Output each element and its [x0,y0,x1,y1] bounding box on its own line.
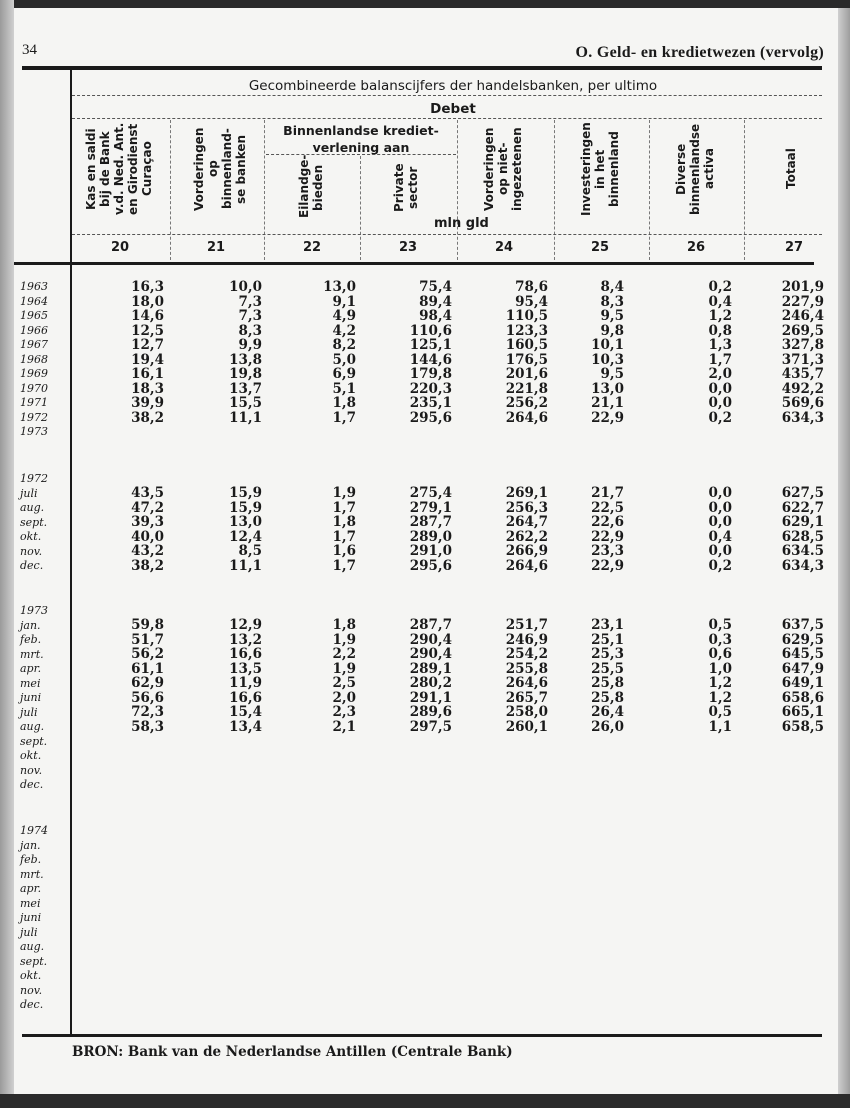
table-cell: 2,5 [332,675,356,691]
table-cell: 38,2 [131,409,164,426]
table-cell: 21,7 [591,485,624,501]
table-cell: 10,0 [229,279,262,295]
table-cell: 0,4 [708,293,732,310]
table-cell: 16,3 [131,279,164,295]
row-label: okt. [20,969,42,982]
table-cell: 634.5 [781,543,824,559]
scan-left-edge [0,0,14,1108]
table-cell: 227,9 [781,293,824,310]
col-divider [744,120,745,260]
row-label: apr. [20,662,42,675]
colno-rule [72,234,822,235]
table-cell: 40,0 [131,528,164,545]
table-cell: 9,1 [332,293,356,310]
row-label: 1966 [20,323,48,337]
table-cell: 7,3 [238,293,262,310]
table-cell: 2,2 [332,646,356,662]
table-cell: 264,6 [505,409,548,426]
table-cell: 13,4 [229,718,262,735]
row-label: sept. [20,734,48,748]
row-label: 1969 [20,367,48,380]
table-cell: 15,9 [229,499,262,516]
table-cell: 11,9 [229,675,262,691]
table-cell: 235,1 [409,395,452,411]
table-cell: 255,8 [505,660,548,677]
table-cell: 0,0 [708,543,732,559]
table-cell: 628,5 [781,528,824,545]
table-cell: 25,3 [591,646,624,662]
table-cell: 287,7 [409,617,452,633]
table-cell: 160,5 [505,337,548,353]
table-cell: 569,6 [781,395,824,411]
table-cell: 9,5 [600,366,624,382]
annual-row-labels [20,280,48,440]
table-cell: 61,1 [131,660,164,677]
table-cell: 371,3 [781,351,824,368]
y1974-row-labels [20,824,48,1013]
row-label: nov. [20,983,43,997]
scan-bottom-edge [0,1094,850,1108]
table-cell: 1,2 [708,308,732,324]
page-number: 34 [22,42,37,58]
table-cell: 0,0 [708,499,732,516]
table-cell: 58,3 [131,718,164,735]
table-cell: 2,0 [708,366,732,382]
table-cell: 13,5 [229,660,262,677]
table-cell: 295,6 [409,409,452,426]
table-cell: 265,7 [505,689,548,706]
table-cell: 16,6 [229,646,262,662]
table-cell: 39,3 [131,514,164,530]
row-label: nov. [20,544,43,558]
table-cell: 0,8 [708,322,732,339]
table-cell: 665,1 [781,704,824,720]
document-page [14,8,838,1094]
table-cell: 295,6 [409,557,452,574]
row-label: nov. [20,763,43,777]
table-cell: 12,9 [229,617,262,633]
table-cell: 290,4 [409,646,452,662]
table-cell: 110,5 [505,308,548,324]
table-cell: 25,1 [591,631,624,648]
table-cell: 0,6 [708,646,732,662]
table-cell: 56,6 [131,689,164,706]
table-cell: 22,9 [591,557,624,574]
table-cell: 98,4 [419,308,452,324]
col-divider [554,120,555,260]
table-cell: 13,0 [591,380,624,397]
table-cell: 78,6 [515,279,548,295]
table-cell: 38,2 [131,557,164,574]
table-cell: 23,3 [591,543,624,559]
table-cell: 289,6 [409,704,452,720]
table-cell: 22,5 [591,499,624,516]
row-label: dec. [20,998,44,1011]
col-number: 22 [302,240,322,255]
table-cell: 258,0 [505,704,548,720]
table-cell: 22,9 [591,528,624,545]
table-cell: 1,9 [332,485,356,501]
table-cell: 0,3 [708,631,732,648]
table-cell: 622,7 [781,499,824,516]
table-cell: 110,6 [409,322,452,339]
table-cell: 256,2 [505,395,548,411]
section-title: O. Geld- en kredietwezen (vervolg) [575,44,824,61]
table-cell: 289,1 [409,660,452,677]
row-label: jan. [20,838,41,852]
table-cell: 1,2 [708,689,732,706]
unit-label: mln gld [434,216,489,231]
col-number: 23 [398,240,418,255]
table-cell: 0,2 [708,557,732,574]
source-note: BRON: Bank van de Nederlandse Antillen (Centrale Bank) [72,1044,513,1060]
row-label: juli [20,705,38,719]
table-cell: 435,7 [781,366,824,382]
table-cell: 14,6 [131,308,164,324]
row-label: 1973 [20,604,48,617]
table-cell: 629,5 [781,631,824,648]
col-number: 25 [590,240,610,255]
table-cell: 176,5 [505,351,548,368]
table-cell: 0,0 [708,485,732,501]
table-cell: 8,3 [600,293,624,310]
col-number: 27 [784,240,804,255]
table-cell: 264,6 [505,557,548,574]
row-label: 1968 [20,352,48,366]
col-header-24: Vorderingen op niet-ingezetenen [482,127,524,211]
table-cell: 264,6 [505,675,548,691]
col-divider [264,120,265,260]
table-cell: 1,0 [708,660,732,677]
table-cell: 39,9 [131,395,164,411]
row-label: feb. [20,633,42,646]
row-label: 1963 [20,280,48,293]
row-label: 1964 [20,294,48,308]
table-cell: 21,1 [591,395,624,411]
table-cell: 246,9 [505,631,548,648]
table-cell: 15,5 [229,395,262,411]
table-cell: 634,3 [781,557,824,574]
table-cell: 13,2 [229,631,262,648]
table-cell: 59,8 [131,617,164,633]
row-label: 1974 [20,824,48,837]
header-rule [72,118,822,119]
table-cell: 627,5 [781,485,824,501]
table-cell: 144,6 [409,351,452,368]
table-cell: 0,5 [708,617,732,633]
table-cell: 647,9 [781,660,824,677]
row-label: mei [20,896,41,910]
table-cell: 1,7 [332,409,356,426]
col-header-27: Totaal [784,148,798,190]
col-divider [170,120,171,260]
row-label: juni [20,691,42,704]
table-cell: 0,5 [708,704,732,720]
table-cell: 47,2 [131,499,164,516]
table-cell: 0,0 [708,514,732,530]
table-cell: 9,9 [238,337,262,353]
table-cell: 8,2 [332,337,356,353]
table-cell: 269,1 [505,485,548,501]
table-cell: 43,5 [131,485,164,501]
group-header-rule [266,154,456,155]
table-cell: 22,6 [591,514,624,530]
table-cell: 2,3 [332,704,356,720]
row-label: juli [20,925,38,939]
table-cell: 658,6 [781,689,824,706]
row-label: feb. [20,853,42,866]
label-column-divider [70,70,72,1036]
table-cell: 16,1 [131,366,164,382]
table-cell: 645,5 [781,646,824,662]
table-cell: 26,0 [591,718,624,735]
col-number: 20 [110,240,130,255]
table-cell: 125,1 [409,337,452,353]
table-cell: 22,9 [591,409,624,426]
col-header-22: Eilandge-bieden [297,154,325,218]
table-cell: 62,9 [131,675,164,691]
bottom-rule [22,1034,822,1037]
table-cell: 5,1 [332,380,356,397]
table-cell: 72,3 [131,704,164,720]
y1973-row-labels [20,604,48,793]
col-divider [649,120,650,260]
table-cell: 1,7 [332,528,356,545]
table-cell: 12,7 [131,337,164,353]
scan-top-edge [0,0,850,8]
row-label: jan. [20,618,41,632]
table-cell: 7,3 [238,308,262,324]
top-rule [22,66,822,70]
table-cell: 8,4 [600,279,624,295]
row-label: aug. [20,720,45,733]
table-cell: 201,9 [781,279,824,295]
debet-header: Debet [430,101,476,117]
col-number: 24 [494,240,514,255]
col-header-23: Private sector [392,163,420,213]
row-label: dec. [20,778,44,791]
table-cell: 658,5 [781,718,824,735]
table-cell: 649,1 [781,675,824,691]
table-cell: 291,0 [409,543,452,559]
table-cell: 6,9 [332,366,356,382]
table-cell: 56,2 [131,646,164,662]
table-cell: 0,2 [708,279,732,295]
table-cell: 0,0 [708,395,732,411]
table-cell: 23,1 [591,617,624,633]
table-cell: 251,7 [505,617,548,633]
table-cell: 4,9 [332,308,356,324]
table-cell: 19,8 [229,366,262,382]
col-number: 21 [206,240,226,255]
table-cell: 0,2 [708,409,732,426]
row-label: sept. [20,515,48,529]
row-label: 1967 [20,338,48,351]
col-header-21: Vorderingen op binnenland-se banken [192,127,248,211]
table-cell: 75,4 [419,279,452,295]
table-cell: 1,8 [332,617,356,633]
table-cell: 1,8 [332,395,356,411]
table-cell: 492,2 [781,380,824,397]
row-label: juni [20,911,42,924]
table-cell: 11,1 [229,557,262,574]
table-cell: 287,7 [409,514,452,530]
table-cell: 18,3 [131,380,164,397]
table-cell: 15,9 [229,485,262,501]
table-cell: 1,7 [332,557,356,574]
group-header-credit: Binnenlandse krediet-verlening aan [283,123,439,155]
table-cell: 1,7 [332,499,356,516]
row-label: okt. [20,530,42,543]
col-header-26: Diverse binnenlandse activa [674,123,716,215]
table-cell: 246,4 [781,308,824,324]
row-label: apr. [20,882,42,895]
table-cell: 13,0 [323,279,356,295]
table-cell: 51,7 [131,631,164,648]
row-label: 1965 [20,309,48,322]
col-header-25: Investeringen in het binnenland [579,122,621,216]
row-label: 1972 [20,472,48,485]
col-divider [360,156,361,260]
col-number: 26 [686,240,706,255]
table-cell: 16,6 [229,689,262,706]
table-cell: 13,0 [229,514,262,530]
table-cell: 25,8 [591,675,624,691]
table-cell: 43,2 [131,543,164,559]
table-cell: 89,4 [419,293,452,310]
col-divider [457,120,458,260]
col-header-20: Kas en saldi bij de Bank v.d. Ned. Ant. en Girodienst Curaçao [84,122,154,216]
table-cell: 266,9 [505,543,548,559]
table-cell: 262,2 [505,528,548,545]
scan-right-edge [838,8,850,1094]
table-cell: 264,7 [505,514,548,530]
row-label: mei [20,676,41,690]
table-cell: 4,2 [332,322,356,339]
table-cell: 256,3 [505,499,548,516]
row-label: 1972 [20,410,48,424]
table-cell: 1,7 [708,351,732,368]
row-label: 1971 [20,396,48,409]
y1972-row-labels [20,472,48,574]
table-cell: 12,5 [131,322,164,339]
table-cell: 13,8 [229,351,262,368]
table-cell: 10,3 [591,351,624,368]
table-cell: 289,0 [409,528,452,545]
table-cell: 0,4 [708,528,732,545]
table-cell: 12,4 [229,528,262,545]
table-cell: 179,8 [409,366,452,382]
header-bottom-rule [14,262,814,265]
table-cell: 9,8 [600,322,624,339]
row-label: aug. [20,940,45,953]
table-cell: 290,4 [409,631,452,648]
table-cell: 1,3 [708,337,732,353]
table-cell: 1,6 [332,543,356,559]
header-rule [72,95,822,96]
table-cell: 25,8 [591,689,624,706]
table-cell: 221,8 [505,380,548,397]
row-label: mrt. [20,867,44,881]
table-cell: 95,4 [515,293,548,310]
table-cell: 275,4 [409,485,452,501]
table-cell: 0,0 [708,380,732,397]
table-cell: 13,7 [229,380,262,397]
table-cell: 8,5 [238,543,262,559]
table-cell: 11,1 [229,409,262,426]
row-label: 1970 [20,381,48,395]
table-cell: 280,2 [409,675,452,691]
row-label: aug. [20,501,45,514]
table-cell: 220,3 [409,380,452,397]
table-cell: 201,6 [505,366,548,382]
table-cell: 1,1 [708,718,732,735]
table-cell: 25,5 [591,660,624,677]
row-label: okt. [20,749,42,762]
table-cell: 8,3 [238,322,262,339]
table-cell: 1,8 [332,514,356,530]
table-cell: 10,1 [591,337,624,353]
table-cell: 1,2 [708,675,732,691]
table-cell: 2,1 [332,718,356,735]
table-cell: 634,3 [781,409,824,426]
table-cell: 269,5 [781,322,824,339]
table-cell: 15,4 [229,704,262,720]
table-cell: 279,1 [409,499,452,516]
table-cell: 2,0 [332,689,356,706]
row-label: mrt. [20,647,44,661]
table-cell: 327,8 [781,337,824,353]
table-cell: 254,2 [505,646,548,662]
table-title: Gecombineerde balanscijfers der handelsbanken, per ultimo [248,78,658,94]
row-label: juli [20,486,38,500]
table-cell: 1,9 [332,660,356,677]
table-cell: 18,0 [131,293,164,310]
table-cell: 291,1 [409,689,452,706]
table-cell: 123,3 [505,322,548,339]
table-cell: 5,0 [332,351,356,368]
table-cell: 9,5 [600,308,624,324]
row-label: 1973 [20,425,48,438]
table-cell: 19,4 [131,351,164,368]
table-cell: 629,1 [781,514,824,530]
table-cell: 297,5 [409,718,452,735]
row-label: dec. [20,559,44,572]
row-label: sept. [20,954,48,968]
table-cell: 1,9 [332,631,356,648]
table-cell: 260,1 [505,718,548,735]
table-cell: 26,4 [591,704,624,720]
table-cell: 637,5 [781,617,824,633]
